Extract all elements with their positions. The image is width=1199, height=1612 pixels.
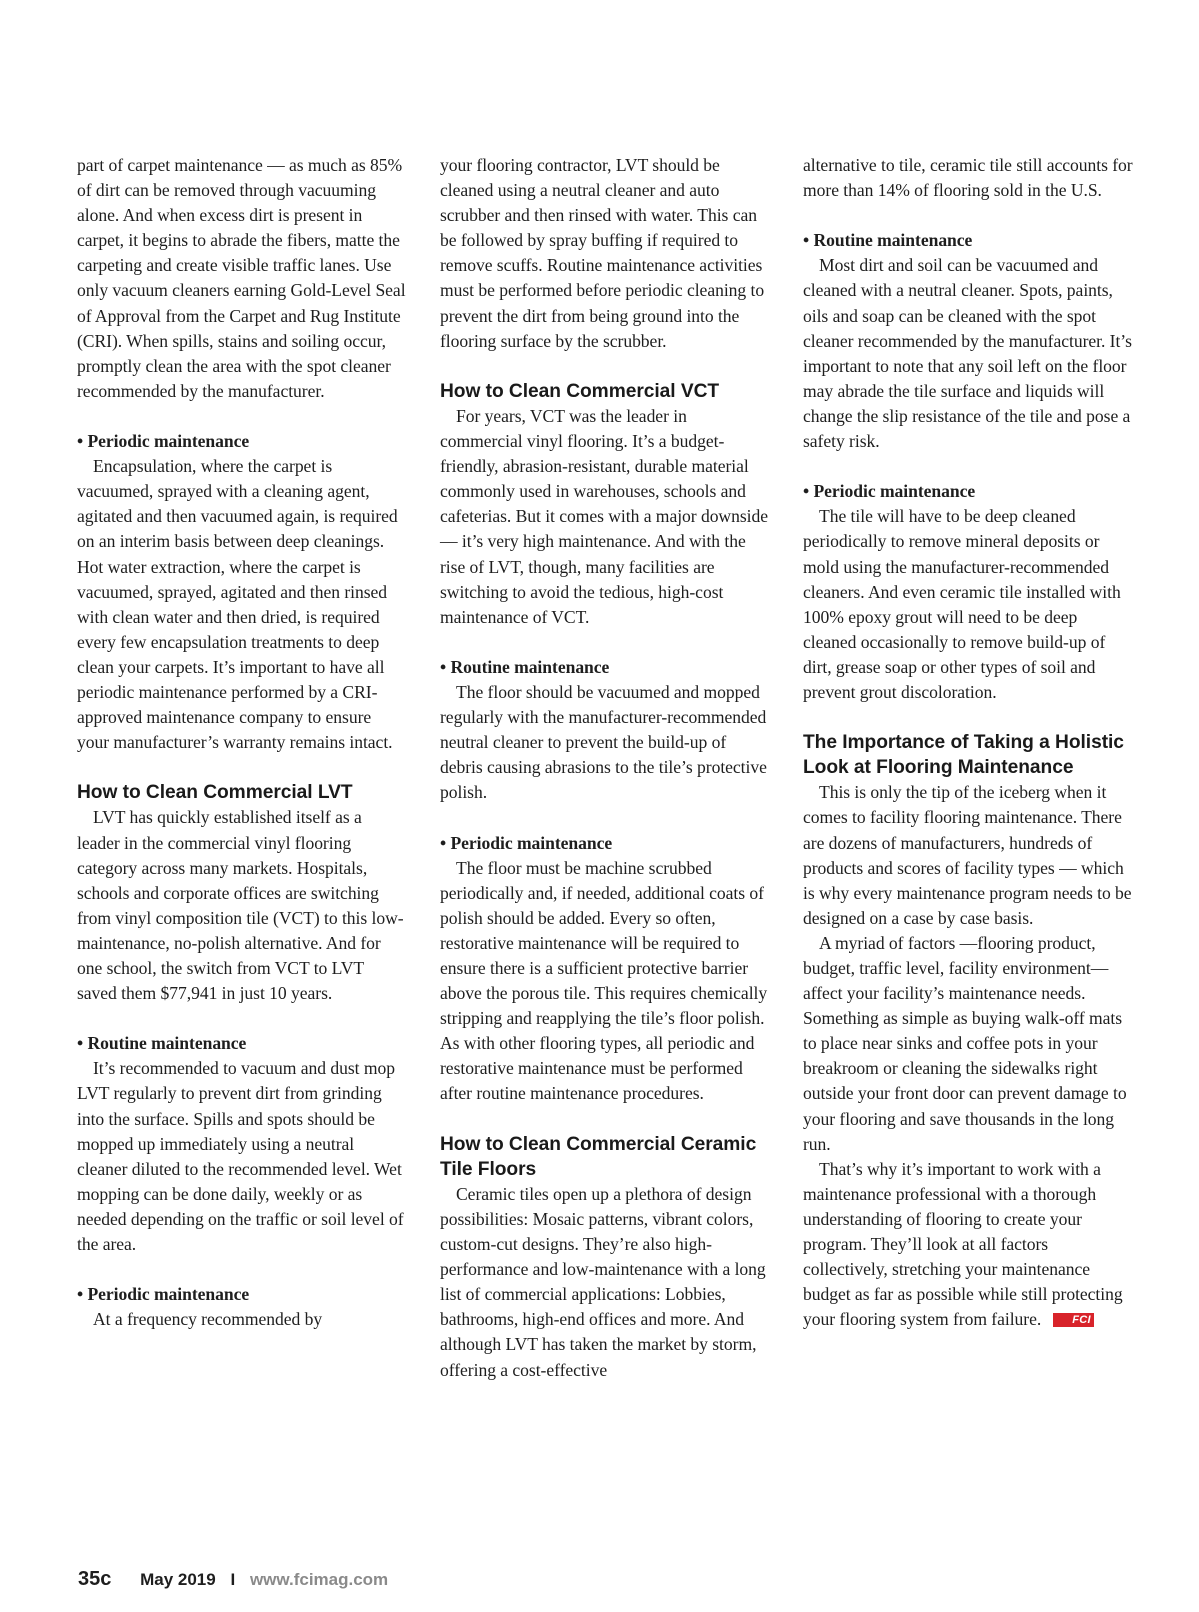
subheading-routine-maintenance: • Routine maintenance (77, 1033, 247, 1054)
subheading-periodic-maintenance: • Periodic maintenance (77, 1284, 250, 1305)
footer-separator: I (230, 1570, 236, 1589)
paragraph: At a frequency recommended by (93, 1309, 323, 1330)
paragraph: For years, VCT was the leader in commercial vinyl flooring. It’s a budget-friendly, abrasion-resistant, durable material commonly used in warehouses, schools and cafeterias. But it comes with a major downside — it’s very high maintenance. And with the rise of LVT, though, many facilities are switching to avoid the tedious, high-cost maintenance of VCT. (440, 405, 768, 627)
subheading-routine-maintenance: • Routine maintenance (440, 656, 610, 677)
paragraph: Ceramic tiles open up a plethora of design possibilities: Mosaic patterns, vibrant colors, custom-cut designs. They’re also high-performance and low-maintenance with a long list of commercial applications: Lobbies, bathrooms, high-end offices and more. And although LVT has taken the market by storm, offering a cost-effective (440, 1183, 766, 1380)
paragraph: The floor should be vacuumed and mopped regularly with the manufacturer-recommended neutral cleaner to prevent the build-up of debris causing abrasions to the tile’s protective polish. (440, 681, 767, 803)
paragraph: A myriad of factors —flooring product, budget, traffic level, facility environment— affect your facility’s maintenance needs. Something as simple as buying walk-off mats to place near sinks and coffee pots in your breakroom or cleaning the sidewalks right outside your front door can prevent damage to your flooring and save thousands in the long run. (803, 932, 1127, 1154)
section-heading-holistic: The Importance of Taking a Holistic Look at Flooring Maintenance (803, 732, 1124, 779)
paragraph: Encapsulation, where the carpet is vacuumed, sprayed with a cleaning agent, agitated and then vacuumed again, is required on an interim basis between deep cleanings. Hot water extraction, where the carpet is vacuumed, sprayed, agitated and then rinsed with clean water and then dried, is required every few encapsulation treatments to deep clean your carpets. It’s important to have all periodic maintenance performed by a CRI-approved maintenance company to ensure your manufacturer’s warranty remains intact. (77, 456, 398, 753)
article-column-3 (803, 153, 1133, 1332)
subheading-routine-maintenance: • Routine maintenance (803, 230, 973, 251)
paragraph: It’s recommended to vacuum and dust mop LVT regularly to prevent dirt from grinding into the surface. Spills and spots should be mopped up immediately using a neutral cleaner diluted to the recommended level. Wet mopping can be done daily, weekly or as needed depending on the traffic or soil level of the area. (77, 1058, 404, 1255)
section-heading-ceramic: How to Clean Commercial Ceramic Tile Floors (440, 1133, 757, 1180)
paragraph: your flooring contractor, LVT should be cleaned using a neutral cleaner and auto scrubber and then rinsed with water. This can be followed by spray buffing if required to remove scuffs. Routine maintenance activities must be performed before periodic cleaning to prevent the dirt from being ground into the flooring surface by the scrubber. (440, 155, 765, 351)
paragraph-final (803, 1157, 1133, 1333)
section-heading-vct: How to Clean Commercial VCT (440, 380, 720, 402)
paragraph: The tile will have to be deep cleaned periodically to remove mineral deposits or mold using the manufacturer-recommended cleaners. And even ceramic tile installed with 100% epoxy grout will need to be deep cleaned occasionally to remove build-up of dirt, grease soap or other types of soil and prevent grout discoloration. (803, 506, 1121, 702)
article-column-1 (77, 153, 407, 1332)
subheading-periodic-maintenance: • Periodic maintenance (440, 832, 613, 853)
fci-end-mark-icon: FCI (1053, 1313, 1094, 1327)
paragraph: Most dirt and soil can be vacuumed and cleaned with a neutral cleaner. Spots, paints, oils and soap can be cleaned with the spot cleaner recommended by the manufacturer. It’s important to note that any soil left on the floor may abrade the tile surface and liquids will change the slip resistance of the tile and pose a safety risk. (803, 255, 1132, 452)
paragraph: alternative to tile, ceramic tile still accounts for more than 14% of flooring sold in the U.S. (803, 155, 1133, 201)
paragraph: part of carpet maintenance — as much as 85% of dirt can be removed through vacuuming alone. And when excess dirt is present in carpet, it begins to abrade the fibers, matte the carpeting and create visible traffic lanes. Use only vacuum cleaners earning Gold-Level Seal of Approval from the Carpet and Rug Institute (CRI). When spills, stains and soiling occur, promptly clean the area with the spot cleaner recommended by the manufacturer. (77, 155, 406, 401)
subheading-periodic-maintenance: • Periodic maintenance (77, 431, 250, 452)
paragraph-text: That’s why it’s important to work with a maintenance professional with a thorough understanding of flooring to create your program. They’ll look at all factors collectively, stretching your maintenance budget as far as possible while still protecting your flooring system from failure. (803, 1158, 1123, 1330)
article-column-2 (440, 153, 770, 1383)
subheading-periodic-maintenance: • Periodic maintenance (803, 481, 976, 502)
paragraph: LVT has quickly established itself as a leader in the commercial vinyl flooring category across many markets. Hospitals, schools and corporate offices are switching from vinyl composition tile (VCT) to this low-maintenance, no-polish alternative. And for one school, the switch from VCT to LVT saved them $77,941 in just 10 years. (77, 807, 404, 1004)
section-heading-lvt: How to Clean Commercial LVT (77, 782, 353, 804)
paragraph: This is only the tip of the iceberg when it comes to facility flooring maintenance. There are dozens of manufacturers, hundreds of products and scores of facility types — which is why every maintenance program needs to be designed on a case by case basis. (803, 782, 1132, 928)
page-number: 35c (78, 1568, 112, 1590)
issue-date: May 2019 (140, 1570, 216, 1589)
website-url: www.fcimag.com (249, 1570, 389, 1589)
page-footer (78, 1568, 388, 1591)
paragraph: The floor must be machine scrubbed periodically and, if needed, additional coats of polish should be added. Every so often, restorative maintenance will be required to ensure there is a sufficient protective barrier above the porous tile. This requires chemically stripping and reapplying the tile’s floor polish. As with other flooring types, all periodic and restorative maintenance must be performed after routine maintenance procedures. (440, 857, 768, 1104)
